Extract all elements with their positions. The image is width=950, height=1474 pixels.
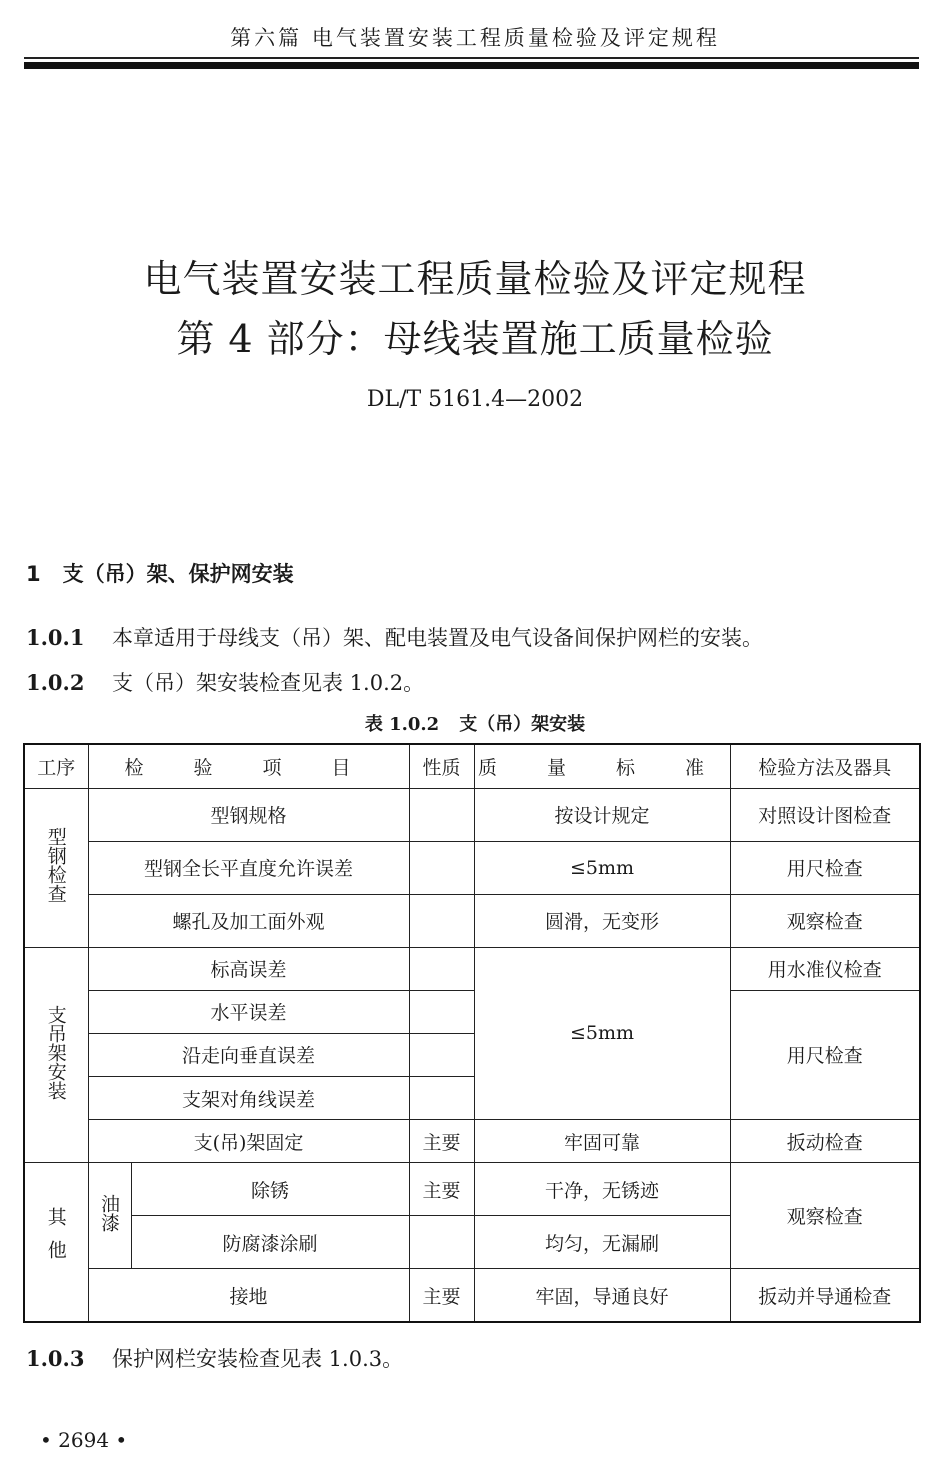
clause-number: 1.0.2 — [26, 670, 85, 695]
section-number: 1 — [26, 562, 41, 586]
header-item: 检 验 项 目 — [88, 744, 409, 788]
cell-standard: 牢固可靠 — [474, 1120, 730, 1163]
cell-item: 型钢规格 — [88, 788, 409, 841]
header-process: 工序 — [24, 744, 88, 788]
clause-text: 支（吊）架安装检查见表 1.0.2。 — [112, 671, 425, 695]
cell-standard: 均匀，无漏刷 — [474, 1216, 730, 1269]
table-caption — [0, 710, 950, 736]
clause-text: 保护网栏安装检查见表 1.0.3。 — [112, 1347, 404, 1371]
header-standard: 质 量 标 准 — [474, 744, 730, 788]
group-steel-check — [24, 788, 88, 947]
cell-nature — [409, 947, 474, 990]
table-caption-title: 支（吊）架安装 — [459, 714, 586, 735]
header-method: 检验方法及器具 — [730, 744, 920, 788]
inspection-table — [23, 743, 921, 1323]
cell-method: 用水准仪检查 — [730, 947, 920, 990]
cell-standard: ≤5mm — [474, 947, 730, 1119]
document-subtitle: 第 4 部分：母线装置施工质量检验 — [176, 317, 774, 361]
table-row — [24, 1163, 920, 1216]
cell-item: 水平误差 — [88, 990, 409, 1033]
header-rule-thick — [24, 62, 919, 69]
cell-method: 用尺检查 — [730, 841, 920, 894]
cell-standard: 干净，无锈迹 — [474, 1163, 730, 1216]
cell-item: 型钢全长平直度允许误差 — [88, 841, 409, 894]
cell-item: 支(吊)架固定 — [88, 1120, 409, 1163]
table-row — [24, 788, 920, 841]
section-heading — [26, 558, 294, 588]
document-title: 电气装置安装工程质量检验及评定规程 — [143, 257, 807, 301]
group-label: 其他 — [44, 1206, 67, 1273]
clause-number: 1.0.3 — [26, 1346, 85, 1371]
cell-method: 扳动并导通检查 — [730, 1269, 920, 1322]
cell-item: 沿走向垂直误差 — [88, 1033, 409, 1076]
cell-item: 螺孔及加工面外观 — [88, 894, 409, 947]
clause-1-0-2 — [26, 667, 424, 697]
cell-standard: ≤5mm — [474, 841, 730, 894]
cell-method: 对照设计图检查 — [730, 788, 920, 841]
table-row — [24, 1269, 920, 1322]
running-head: 第六篇 电气装置安装工程质量检验及评定规程 — [230, 26, 720, 50]
cell-item: 支架对角线误差 — [88, 1076, 409, 1119]
cell-nature — [409, 841, 474, 894]
group-other — [24, 1163, 88, 1322]
cell-item: 接地 — [88, 1269, 409, 1322]
page-number: • 2694 • — [40, 1428, 128, 1452]
cell-nature — [409, 1076, 474, 1119]
cell-item: 除锈 — [131, 1163, 409, 1216]
table-row — [24, 990, 920, 1033]
cell-standard: 圆滑，无变形 — [474, 894, 730, 947]
cell-nature: 主要 — [409, 1269, 474, 1322]
group-label: 型钢检查 — [44, 827, 67, 904]
table-row — [24, 894, 920, 947]
clause-1-0-1 — [26, 622, 763, 652]
cell-nature: 主要 — [409, 1120, 474, 1163]
cell-nature — [409, 894, 474, 947]
table-row — [24, 1120, 920, 1163]
cell-item: 标高误差 — [88, 947, 409, 990]
table-caption-number: 表 1.0.2 — [364, 714, 440, 735]
header-nature: 性质 — [409, 744, 474, 788]
cell-method: 观察检查 — [730, 894, 920, 947]
header-rule-thin — [24, 57, 919, 59]
cell-nature — [409, 1033, 474, 1076]
group-label: 支吊架安装 — [44, 1004, 67, 1100]
table-row — [24, 947, 920, 990]
cell-nature — [409, 788, 474, 841]
section-title: 支（吊）架、保护网安装 — [62, 562, 294, 586]
standard-code: DL/T 5161.4—2002 — [366, 387, 584, 412]
cell-method: 扳动检查 — [730, 1120, 920, 1163]
group-bracket-install — [24, 947, 88, 1162]
table-row — [24, 841, 920, 894]
clause-number: 1.0.1 — [26, 625, 85, 650]
cell-nature — [409, 990, 474, 1033]
cell-method: 观察检查 — [730, 1163, 920, 1269]
subgroup-label: 油漆 — [98, 1194, 120, 1233]
cell-item: 防腐漆涂刷 — [131, 1216, 409, 1269]
clause-text: 本章适用于母线支（吊）架、配电装置及电气设备间保护网栏的安装。 — [112, 626, 763, 650]
cell-standard: 按设计规定 — [474, 788, 730, 841]
table-header-row — [24, 744, 920, 788]
cell-nature — [409, 1216, 474, 1269]
cell-nature: 主要 — [409, 1163, 474, 1216]
subgroup-paint — [88, 1163, 131, 1269]
cell-standard: 牢固，导通良好 — [474, 1269, 730, 1322]
clause-1-0-3 — [26, 1343, 403, 1373]
cell-method: 用尺检查 — [730, 990, 920, 1119]
